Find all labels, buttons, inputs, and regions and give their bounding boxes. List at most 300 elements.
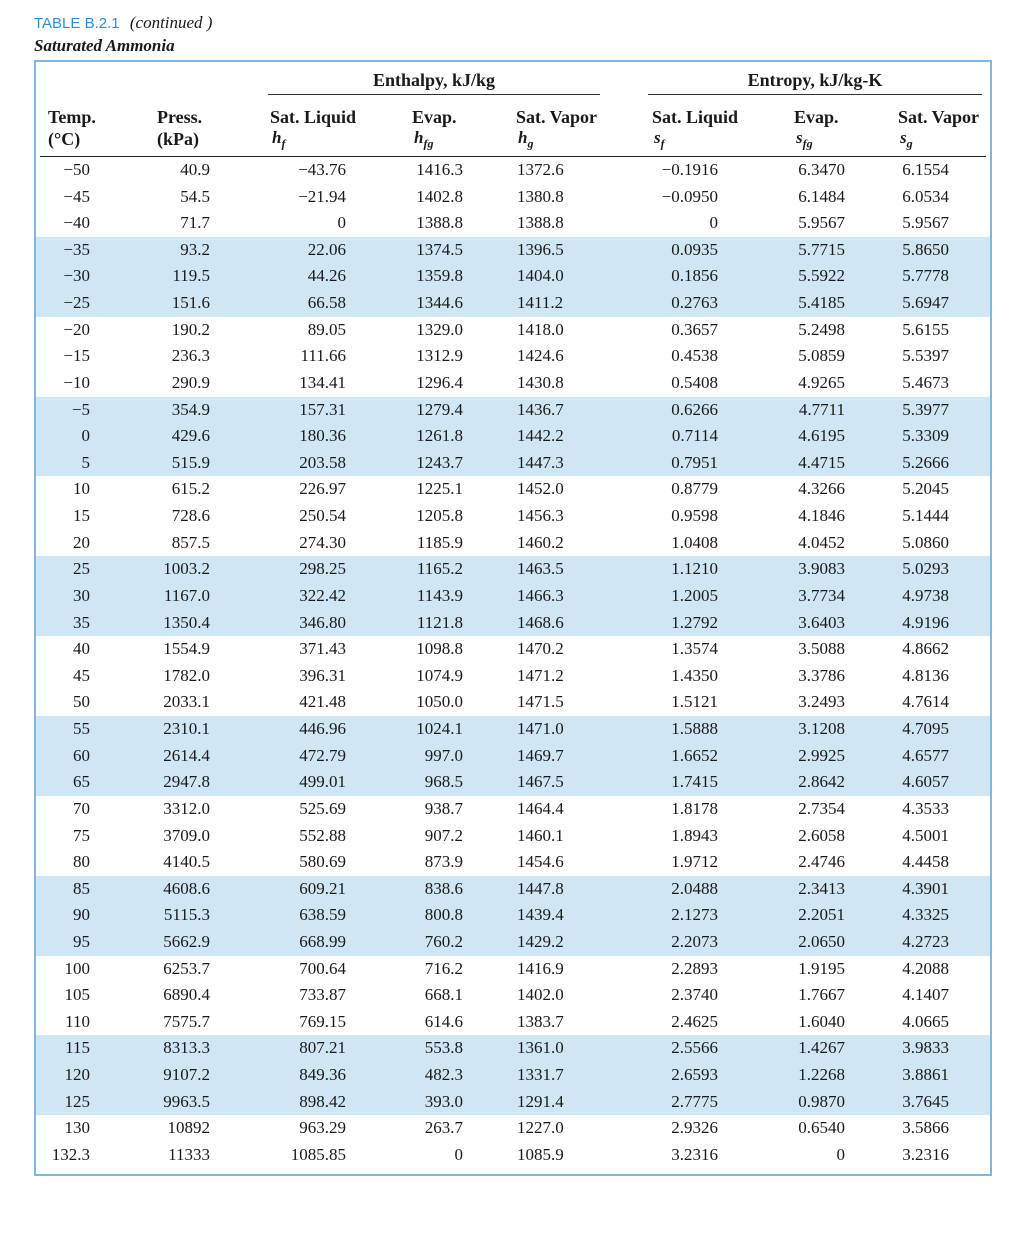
cell-h-fg: 997.0 [424,745,463,765]
cell-press: 6253.7 [163,958,210,978]
cell-h-g: 1454.6 [517,852,564,872]
cell-s-f: −0.1916 [661,160,718,179]
cell-s-g: 3.7645 [902,1091,949,1111]
cell-h-g: 1430.8 [517,372,564,392]
cell-s-f: 3.2316 [671,1144,718,1164]
cell-press: 1554.9 [163,639,210,659]
cell-press: 151.6 [171,293,210,313]
cell-s-fg: 4.3266 [798,479,845,499]
cell-h-f: 472.79 [299,745,346,765]
cell-h-fg: 263.7 [424,1118,463,1138]
cell-temp: 130 [64,1118,90,1138]
cell-s-f: 1.8178 [671,798,718,818]
cell-s-f: 2.5566 [671,1038,718,1058]
cell-temp: −20 [63,319,90,339]
cell-s-f: 0.8779 [671,479,718,499]
cell-h-f: 66.58 [307,293,346,313]
cell-h-g: 1471.0 [517,719,564,739]
table-row [0,290,1026,317]
cell-s-f: 0.1856 [671,266,718,286]
cell-s-fg: 3.5088 [798,639,845,659]
cell-s-fg: 5.4185 [798,293,845,313]
cell-s-fg: 2.6058 [798,825,845,845]
cell-h-fg: 1050.0 [416,692,463,712]
cell-h-f: 346.80 [299,612,346,632]
symbol-hg: $h_g$ [518,128,534,151]
cell-s-f: 0.5408 [671,372,718,392]
cell-temp: 60 [73,745,90,765]
table-row [0,1089,1026,1116]
cell-s-g: 4.2723 [902,931,949,951]
cell-s-fg: 1.6040 [798,1011,845,1031]
cell-press: 190.2 [171,319,210,339]
cell-s-fg: 4.9265 [798,372,845,392]
cell-temp: −35 [63,239,90,259]
cell-h-g: 1404.0 [517,266,564,286]
cell-s-f: 0.7114 [671,426,718,446]
cell-s-g: 5.3977 [902,399,949,419]
s-evap-header: Evap. [794,107,839,127]
cell-s-fg: 2.8642 [798,772,845,792]
cell-s-g: 4.3325 [902,905,949,925]
table-row [0,876,1026,903]
cell-h-g: 1471.5 [517,692,564,712]
cell-s-fg: 3.7734 [798,585,845,605]
cell-press: 93.2 [180,239,210,259]
cell-h-fg: 1024.1 [416,719,463,739]
cell-h-f: 298.25 [299,559,346,579]
cell-h-f: 274.30 [299,532,346,552]
cell-temp: 132.3 [51,1144,90,1164]
cell-h-fg: 1329.0 [416,319,463,339]
enthalpy-rule [268,94,600,95]
cell-h-f: 638.59 [299,905,346,925]
entropy-group-header: Entropy, kJ/kg-K [747,70,883,90]
cell-s-f: 1.3574 [671,639,718,659]
cell-temp: −25 [63,293,90,313]
cell-press: 9107.2 [163,1065,210,1085]
cell-h-g: 1452.0 [517,479,564,499]
cell-s-g: 3.9833 [902,1038,949,1058]
cell-h-g: 1291.4 [517,1091,564,1111]
cell-s-f: 0.7951 [671,452,718,472]
cell-s-fg: 2.2051 [798,905,845,925]
cell-h-fg: 968.5 [424,772,463,792]
h-sat-liquid-header: Sat. Liquid [270,107,357,127]
cell-temp: 0 [81,426,90,446]
cell-h-g: 1402.0 [517,985,564,1005]
cell-s-fg: 2.0650 [798,931,845,951]
cell-h-g: 1388.8 [517,213,564,233]
cell-h-g: 1380.8 [517,186,564,206]
cell-s-f: 0.0935 [671,239,718,259]
cell-s-g: 3.8861 [902,1065,949,1085]
cell-s-g: 4.9196 [902,612,949,632]
cell-h-fg: 1279.4 [416,399,463,419]
cell-h-fg: 1205.8 [416,506,463,526]
cell-h-g: 1470.2 [517,639,564,659]
cell-s-f: 0.6266 [671,399,718,419]
cell-s-fg: 3.3786 [798,665,845,685]
cell-s-fg: 6.3470 [798,160,845,179]
cell-s-f: 2.7775 [671,1091,718,1111]
cell-temp: 20 [73,532,90,552]
cell-temp: 10 [73,479,90,499]
cell-h-f: 111.66 [300,346,346,366]
cell-s-f: 1.2005 [671,585,718,605]
cell-s-f: −0.0950 [661,186,718,206]
table-row [0,317,1026,344]
cell-h-fg: 553.8 [424,1038,463,1058]
cell-s-f: 1.5121 [671,692,718,712]
table-row [0,610,1026,637]
cell-h-g: 1471.2 [517,665,564,685]
cell-h-f: 203.58 [299,452,346,472]
cell-temp: 40 [73,639,90,659]
cell-s-f: 1.4350 [671,665,718,685]
cell-temp: 115 [65,1038,90,1058]
cell-press: 11333 [168,1144,210,1164]
cell-h-f: 552.88 [299,825,346,845]
table-row [0,769,1026,796]
cell-h-f: 807.21 [299,1038,346,1058]
table-row [0,956,1026,983]
cell-s-g: 4.7095 [902,719,949,739]
cell-h-g: 1468.6 [517,612,564,632]
cell-h-fg: 716.2 [424,958,463,978]
table-row [0,663,1026,690]
cell-s-g: 5.0293 [902,559,949,579]
cell-h-g: 1460.1 [517,825,564,845]
cell-s-fg: 4.7711 [798,399,845,419]
cell-press: 3312.0 [163,798,210,818]
cell-press: 10892 [167,1118,210,1138]
cell-h-fg: 1416.3 [416,160,463,179]
cell-h-g: 1227.0 [517,1118,564,1138]
cell-h-fg: 1261.8 [416,426,463,446]
cell-h-g: 1442.2 [517,426,564,446]
enthalpy-group-header: Enthalpy, kJ/kg [372,70,496,90]
cell-h-fg: 873.9 [424,852,463,872]
table-row [0,530,1026,557]
cell-h-g: 1331.7 [517,1065,564,1085]
cell-h-g: 1372.6 [517,160,564,179]
cell-temp: 85 [73,878,90,898]
cell-s-g: 4.6057 [902,772,949,792]
cell-temp: −10 [63,372,90,392]
cell-h-f: 371.43 [299,639,346,659]
cell-s-g: 4.9738 [902,585,949,605]
cell-temp: 75 [73,825,90,845]
cell-s-fg: 3.1208 [798,719,845,739]
cell-s-fg: 0.6540 [798,1118,845,1138]
table-row [0,343,1026,370]
cell-s-f: 1.8943 [671,825,718,845]
cell-temp: 100 [64,958,90,978]
symbol-sf: $s_f$ [654,128,665,151]
table-row [0,929,1026,956]
table-row [0,184,1026,211]
cell-press: 1167.0 [163,585,210,605]
cell-h-f: 0 [337,213,346,233]
cell-s-g: 5.8650 [902,239,949,259]
cell-s-fg: 4.0452 [798,532,845,552]
cell-h-fg: 1121.8 [416,612,463,632]
cell-h-f: −43.76 [298,160,346,179]
cell-h-fg: 1243.7 [416,452,463,472]
table-title: Saturated Ammonia [34,36,175,55]
cell-s-fg: 4.1846 [798,506,845,526]
table-caption [34,12,212,57]
cell-s-f: 1.7415 [671,772,718,792]
cell-s-fg: 5.7715 [798,239,845,259]
cell-press: 354.9 [171,399,210,419]
cell-s-g: 5.0860 [902,532,949,552]
cell-press: 3709.0 [163,825,210,845]
s-sat-vapor-header: Sat. Vapor [898,107,980,127]
table-row [0,849,1026,876]
cell-press: 1782.0 [163,665,210,685]
cell-press: 515.9 [171,452,210,472]
cell-s-fg: 3.6403 [798,612,845,632]
cell-press: 2947.8 [163,772,210,792]
cell-s-g: 3.2316 [902,1144,949,1164]
cell-h-fg: 1074.9 [416,665,463,685]
cell-h-f: 44.26 [307,266,346,286]
cell-s-f: 1.0408 [671,532,718,552]
cell-h-f: 134.41 [299,372,346,392]
cell-temp: 90 [73,905,90,925]
cell-h-g: 1383.7 [517,1011,564,1031]
cell-s-g: 4.6577 [902,745,949,765]
cell-press: 9963.5 [163,1091,210,1111]
cell-press: 2033.1 [163,692,210,712]
cell-s-fg: 5.9567 [798,213,845,233]
cell-press: 857.5 [171,532,210,552]
cell-temp: 110 [65,1011,90,1031]
cell-temp: 120 [64,1065,90,1085]
cell-temp: 105 [64,985,90,1005]
table-row [0,210,1026,237]
cell-press: 728.6 [171,506,210,526]
cell-h-f: 733.87 [299,985,346,1005]
table-row [0,370,1026,397]
cell-s-g: 4.1407 [902,985,949,1005]
cell-h-f: 180.36 [299,426,346,446]
press-header-line1: Press. [157,107,203,127]
cell-h-f: 421.48 [299,692,346,712]
cell-s-g: 5.2045 [902,479,949,499]
h-evap-header: Evap. [412,107,457,127]
cell-s-fg: 2.4746 [798,852,845,872]
cell-press: 615.2 [171,479,210,499]
cell-press: 6890.4 [163,985,210,1005]
cell-s-g: 5.5397 [902,346,949,366]
cell-press: 54.5 [180,186,210,206]
cell-temp: 125 [64,1091,90,1111]
table-row [0,157,1026,184]
symbol-sfg: $s_{fg}$ [796,128,813,151]
cell-h-f: 963.29 [299,1118,346,1138]
cell-h-fg: 1098.8 [416,639,463,659]
entropy-rule [648,94,982,95]
cell-temp: 35 [73,612,90,632]
h-sat-vapor-header: Sat. Vapor [516,107,598,127]
cell-s-fg: 1.4267 [798,1038,845,1058]
cell-h-fg: 760.2 [424,931,463,951]
cell-s-fg: 3.2493 [798,692,845,712]
cell-h-g: 1460.2 [517,532,564,552]
cell-h-fg: 838.6 [424,878,463,898]
table-row [0,1142,1026,1169]
cell-temp: 55 [73,719,90,739]
cell-s-g: 4.3533 [902,798,949,818]
cell-temp: −30 [63,266,90,286]
cell-h-g: 1416.9 [517,958,564,978]
cell-s-fg: 0.9870 [798,1091,845,1111]
cell-s-g: 4.7614 [902,692,949,712]
cell-h-g: 1396.5 [517,239,564,259]
cell-s-f: 2.1273 [671,905,718,925]
cell-h-g: 1456.3 [517,506,564,526]
table-row [0,423,1026,450]
symbol-sg: $s_g$ [900,128,913,151]
cell-h-fg: 1344.6 [416,293,463,313]
cell-h-fg: 1402.8 [416,186,463,206]
cell-s-g: 3.5866 [902,1118,949,1138]
table-row [0,716,1026,743]
cell-temp: −15 [63,346,90,366]
symbol-hfg: $h_{fg}$ [414,128,434,151]
cell-s-f: 0.4538 [671,346,718,366]
cell-press: 4140.5 [163,852,210,872]
cell-h-f: 668.99 [299,931,346,951]
cell-h-g: 1439.4 [517,905,564,925]
table-row [0,796,1026,823]
cell-s-fg: 0 [836,1144,845,1164]
cell-s-f: 1.9712 [671,852,718,872]
cell-h-fg: 614.6 [424,1011,463,1031]
cell-h-f: 89.05 [307,319,346,339]
cell-press: 2310.1 [163,719,210,739]
temp-header-line2: (°C) [48,129,81,149]
cell-s-g: 4.8136 [902,665,949,685]
table-row [0,689,1026,716]
cell-h-fg: 0 [454,1144,463,1164]
cell-temp: 95 [73,931,90,951]
cell-s-g: 5.3309 [902,426,949,446]
cell-h-g: 1085.9 [517,1144,564,1164]
cell-s-fg: 4.4715 [798,452,845,472]
cell-h-fg: 393.0 [424,1091,463,1111]
cell-press: 290.9 [171,372,210,392]
cell-s-fg: 1.9195 [798,958,845,978]
cell-h-f: 580.69 [299,852,346,872]
cell-temp: 5 [81,452,90,472]
cell-temp: 50 [73,692,90,712]
cell-temp: 70 [73,798,90,818]
cell-s-fg: 2.9925 [798,745,845,765]
cell-press: 236.3 [171,346,210,366]
cell-s-g: 5.9567 [902,213,949,233]
cell-press: 1350.4 [163,612,210,632]
cell-h-f: 525.69 [299,798,346,818]
cell-h-g: 1447.3 [517,452,564,472]
temp-header [48,106,96,150]
cell-h-f: 157.31 [299,399,346,419]
cell-press: 2614.4 [163,745,210,765]
cell-s-f: 2.2893 [671,958,718,978]
table-row [0,450,1026,477]
cell-h-fg: 938.7 [424,798,463,818]
table-row [0,1009,1026,1036]
cell-h-g: 1463.5 [517,559,564,579]
table-row [0,583,1026,610]
cell-h-f: 446.96 [299,719,346,739]
cell-h-fg: 1359.8 [416,266,463,286]
table-row [0,237,1026,264]
cell-h-g: 1429.2 [517,931,564,951]
cell-h-fg: 482.3 [424,1065,463,1085]
cell-h-f: 226.97 [299,479,346,499]
cell-s-fg: 4.6195 [798,426,845,446]
temp-header-line1: Temp. [48,107,96,127]
cell-h-g: 1467.5 [517,772,564,792]
cell-s-f: 0.2763 [671,293,718,313]
cell-press: 429.6 [171,426,210,446]
cell-s-g: 6.1554 [902,160,949,179]
cell-s-f: 2.4625 [671,1011,718,1031]
cell-press: 4608.6 [163,878,210,898]
table-row [0,902,1026,929]
cell-h-f: 849.36 [299,1065,346,1085]
cell-h-f: 250.54 [299,506,346,526]
table-row [0,1115,1026,1142]
cell-s-f: 1.5888 [671,719,718,739]
cell-s-fg: 1.7667 [798,985,845,1005]
cell-h-f: 700.64 [299,958,346,978]
cell-h-fg: 1312.9 [416,346,463,366]
continued-label: (continued ) [129,13,213,32]
cell-h-g: 1466.3 [517,585,564,605]
cell-s-f: 0.3657 [671,319,718,339]
cell-h-fg: 1165.2 [416,559,463,579]
cell-press: 40.9 [180,160,210,179]
cell-temp: −45 [63,186,90,206]
cell-s-fg: 5.5922 [798,266,845,286]
cell-h-g: 1424.6 [517,346,564,366]
cell-h-g: 1411.2 [517,293,564,313]
cell-s-g: 5.7778 [902,266,949,286]
table-row [0,263,1026,290]
cell-press: 119.5 [172,266,210,286]
cell-s-fg: 3.9083 [798,559,845,579]
cell-s-g: 4.0665 [902,1011,949,1031]
s-sat-liquid-header: Sat. Liquid [652,107,739,127]
cell-s-f: 2.2073 [671,931,718,951]
cell-h-f: 396.31 [299,665,346,685]
press-header [157,106,202,150]
cell-h-g: 1447.8 [517,878,564,898]
cell-s-f: 1.2792 [671,612,718,632]
cell-s-g: 4.3901 [902,878,949,898]
cell-s-fg: 5.2498 [798,319,845,339]
cell-h-f: −21.94 [298,186,346,206]
cell-s-g: 5.4673 [902,372,949,392]
cell-press: 7575.7 [163,1011,210,1031]
cell-h-f: 499.01 [299,772,346,792]
cell-s-g: 4.5001 [902,825,949,845]
